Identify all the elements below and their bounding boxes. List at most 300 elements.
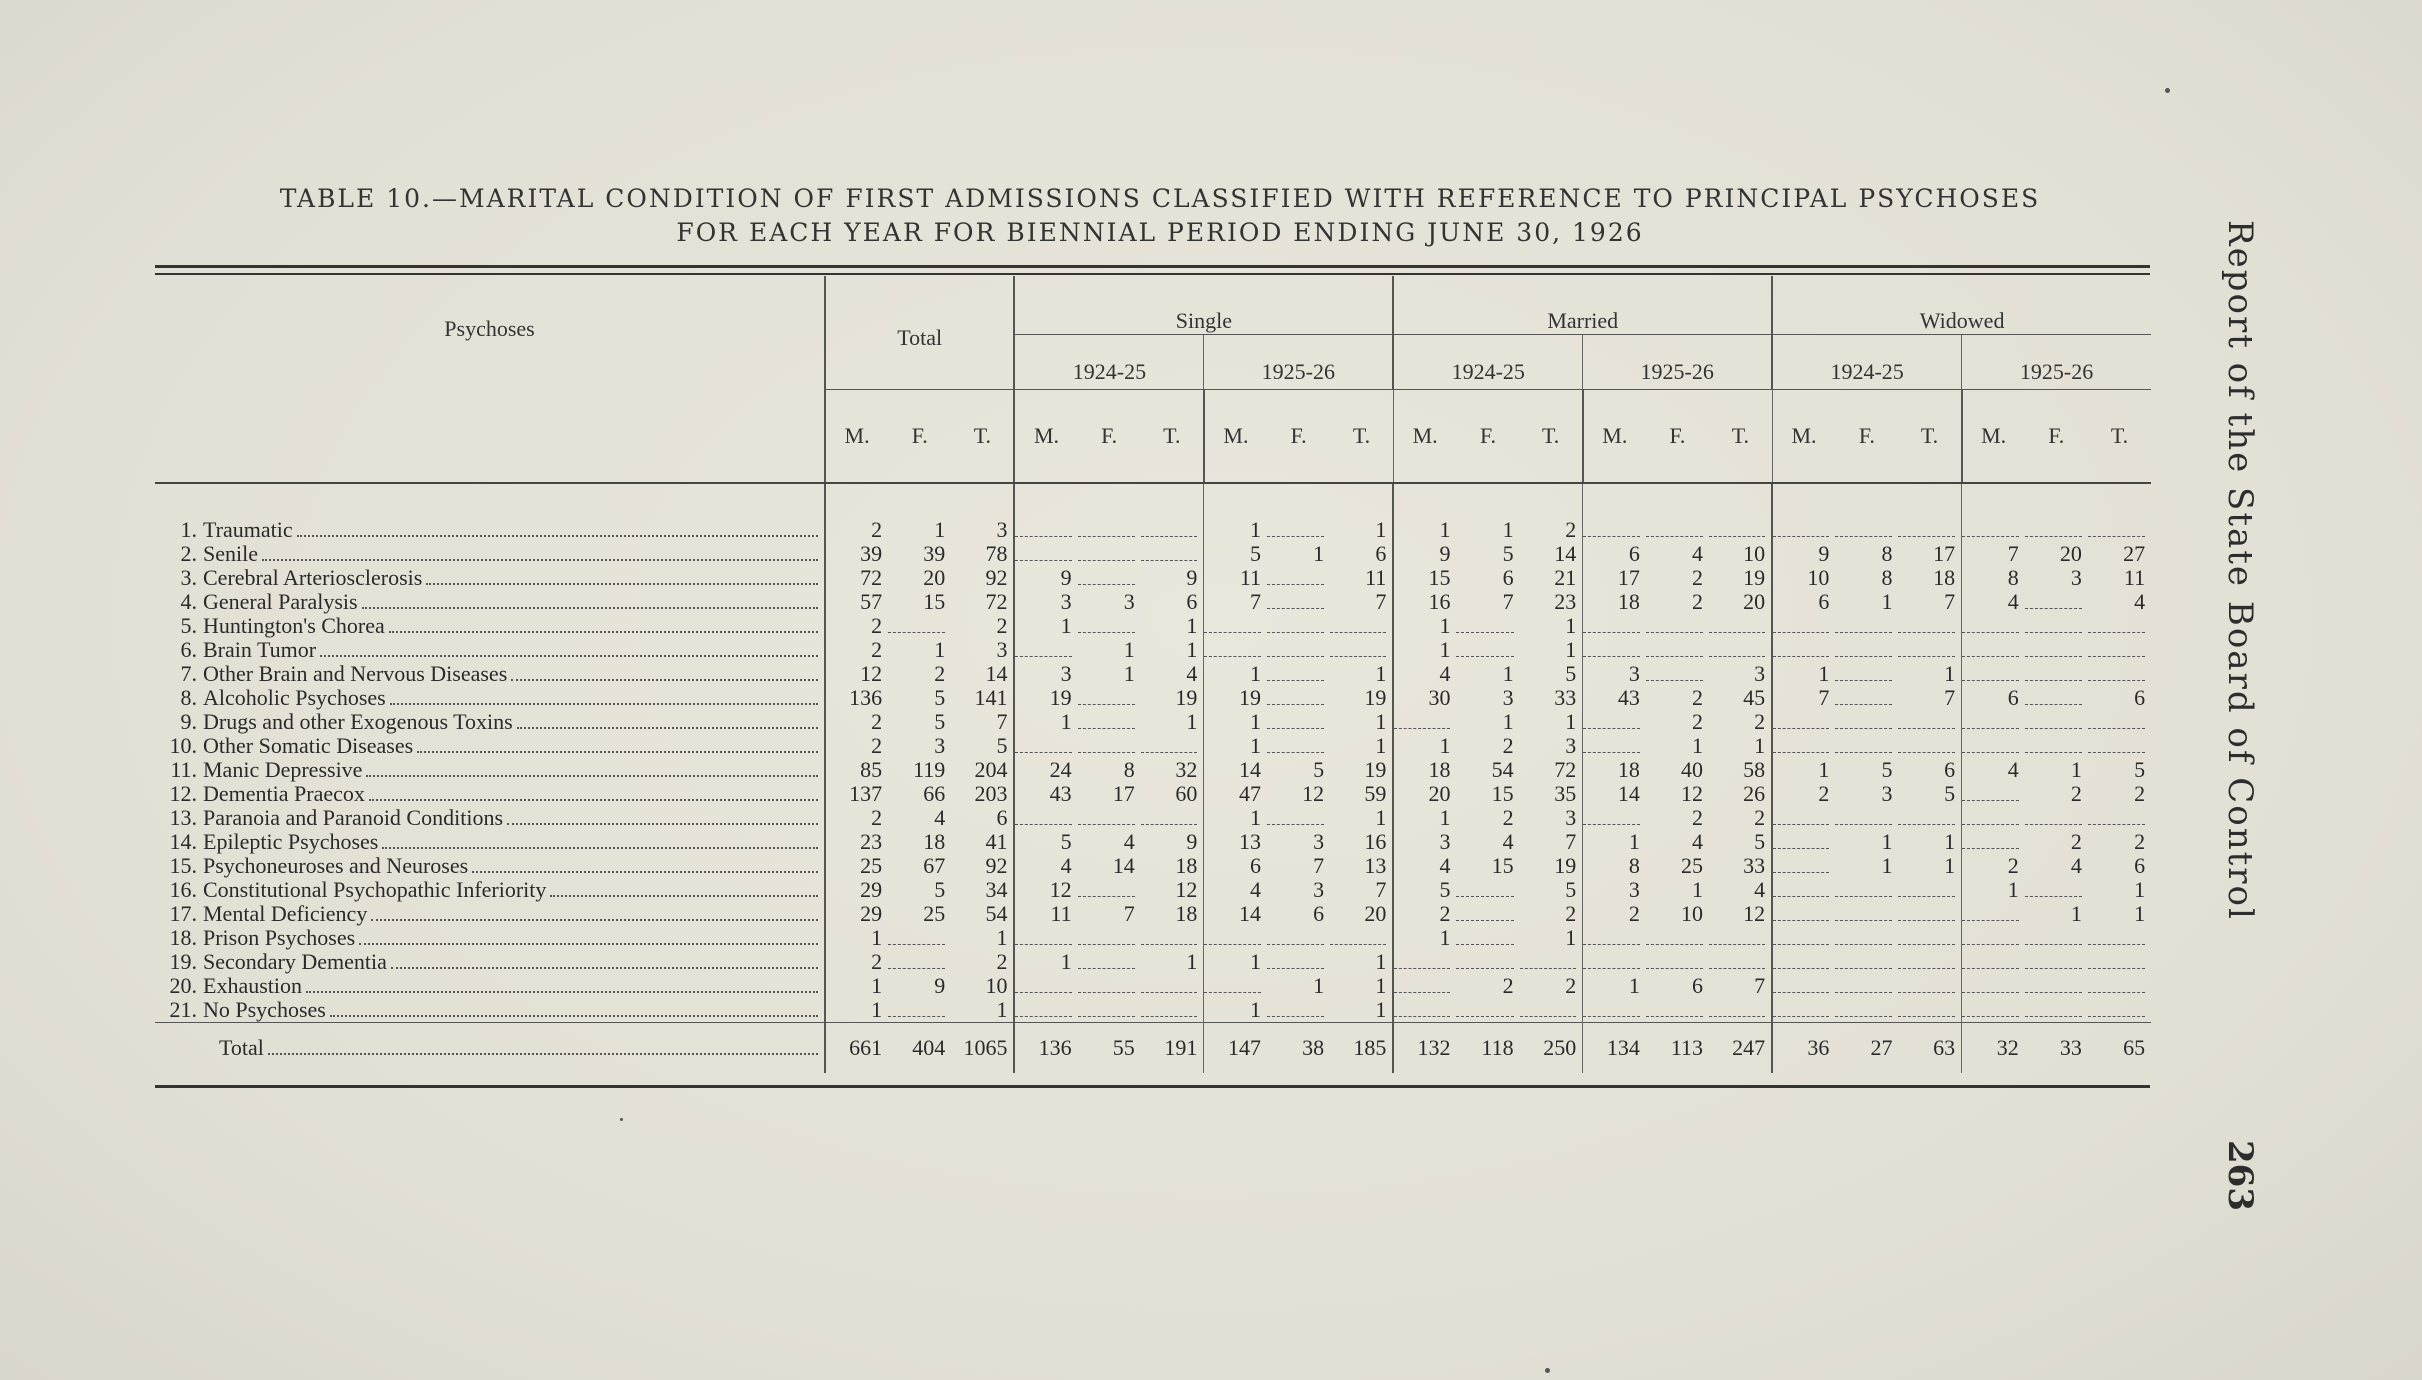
empty-cell <box>1456 950 1519 974</box>
dash-leader <box>1898 644 1955 657</box>
column-header-f: F. <box>2025 390 2088 484</box>
value-cell: 1 <box>1014 710 1077 734</box>
value-cell: 4 <box>1962 758 2025 782</box>
value-cell: 3 <box>1123 590 1135 614</box>
dash-leader <box>1773 620 1829 633</box>
value-cell: 3 <box>934 734 946 758</box>
dash-leader <box>1267 932 1324 945</box>
dash-leader <box>2088 716 2145 729</box>
row-label <box>155 758 825 782</box>
value-cell: 5 <box>1565 662 1577 686</box>
value-cell: 2 <box>1754 806 1766 830</box>
empty-cell <box>1646 926 1709 950</box>
dash-leader <box>1204 620 1261 633</box>
empty-cell <box>1772 998 1835 1023</box>
value-cell: 40 <box>1681 758 1704 782</box>
dash-leader <box>888 620 945 633</box>
empty-cell <box>1456 614 1519 638</box>
row-label <box>155 542 825 566</box>
empty-cell <box>1772 518 1835 542</box>
value-cell: 14 <box>1204 902 1267 926</box>
empty-cell <box>1835 734 1898 758</box>
dash-leader <box>1898 740 1955 753</box>
value-cell: 5 <box>1393 878 1456 902</box>
value-cell: 32 <box>1962 1023 2025 1074</box>
value-cell: 3 <box>1014 662 1077 686</box>
empty-cell <box>1898 974 1961 998</box>
value-cell: 1 <box>1772 662 1835 686</box>
value-cell: 20 <box>1743 590 1766 614</box>
dash-leader <box>1962 524 2019 537</box>
dash-leader <box>2025 980 2082 993</box>
value-cell: 19 <box>1175 686 1198 710</box>
dash-leader <box>1583 956 1640 969</box>
dash-leader <box>1456 620 1513 633</box>
dash-leader <box>1583 812 1640 825</box>
value-cell: 7 <box>996 710 1008 734</box>
dash-leader <box>1394 716 1450 729</box>
dash-leader <box>1078 572 1135 585</box>
value-cell: 65 <box>2088 1023 2151 1074</box>
dash-leader <box>1835 524 1892 537</box>
value-cell: 3 <box>2070 566 2082 590</box>
dash-leader <box>1015 980 1071 993</box>
value-cell: 11 <box>2123 566 2146 590</box>
dash-leader <box>1962 620 2019 633</box>
paper-speck <box>1545 1368 1550 1373</box>
dash-leader <box>1015 644 1071 657</box>
value-cell: 1 <box>825 998 888 1023</box>
value-cell: 39 <box>825 542 888 566</box>
psychosis-name: Brain Tumor <box>203 638 317 662</box>
value-cell: 2 <box>1692 710 1704 734</box>
value-cell: 1 <box>1944 830 1956 854</box>
dash-leader <box>1015 524 1071 537</box>
dash-leader <box>1141 548 1198 561</box>
value-cell: 7 <box>1313 854 1325 878</box>
empty-cell <box>1835 806 1898 830</box>
column-header-t: T. <box>1520 390 1583 484</box>
value-cell: 2 <box>1692 590 1704 614</box>
row-number: 13. <box>169 806 197 830</box>
value-cell: 118 <box>1456 1023 1519 1074</box>
row-label <box>155 806 825 830</box>
value-cell: 11 <box>1365 566 1387 590</box>
value-cell: 1 <box>1204 734 1267 758</box>
empty-cell <box>1835 974 1898 998</box>
value-cell: 41 <box>985 830 1008 854</box>
value-cell: 1 <box>1375 950 1387 974</box>
empty-cell <box>1709 518 1772 542</box>
empty-cell <box>2088 926 2151 950</box>
value-cell: 92 <box>985 566 1008 590</box>
value-cell: 18 <box>1583 590 1646 614</box>
table-row <box>155 782 2151 806</box>
empty-cell <box>2025 590 2088 614</box>
value-cell: 2 <box>1565 974 1577 998</box>
value-cell: 3 <box>1881 782 1893 806</box>
value-cell: 30 <box>1393 686 1456 710</box>
value-cell: 2 <box>1583 902 1646 926</box>
value-cell: 67 <box>923 854 946 878</box>
row-label <box>155 518 825 542</box>
value-cell: 9 <box>1186 566 1198 590</box>
single-year-1925-26: 1925-26 <box>1204 335 1393 390</box>
dash-leader <box>1898 620 1955 633</box>
dash-leader <box>1898 908 1955 921</box>
dash-leader <box>1267 596 1324 609</box>
value-cell: 5 <box>1881 758 1893 782</box>
table-row <box>155 542 2151 566</box>
dash-leader <box>1583 716 1640 729</box>
dash-leader <box>1835 932 1892 945</box>
dash-leader <box>2025 668 2082 681</box>
psychosis-name: Alcoholic Psychoses <box>203 686 386 710</box>
dash-leader <box>1962 1004 2019 1017</box>
single-year-1924-25: 1924-25 <box>1014 335 1203 390</box>
dash-leader <box>1330 620 1386 633</box>
value-cell: 147 <box>1204 1023 1267 1074</box>
top-rule-thin <box>155 273 2150 275</box>
table-row <box>155 806 2151 830</box>
dash-leader <box>1646 644 1703 657</box>
value-cell: 1 <box>1375 974 1387 998</box>
value-cell: 8 <box>1962 566 2025 590</box>
empty-cell <box>1898 998 1961 1023</box>
empty-cell <box>2025 806 2088 830</box>
value-cell: 1 <box>1186 710 1198 734</box>
empty-cell <box>1014 518 1077 542</box>
value-cell: 10 <box>1681 902 1704 926</box>
value-cell: 19 <box>1204 686 1267 710</box>
empty-cell <box>1141 926 1204 950</box>
row-number: 5. <box>180 614 197 638</box>
value-cell: 1 <box>1204 710 1267 734</box>
psychosis-name: Dementia Praecox <box>203 782 365 806</box>
empty-cell <box>1962 974 2025 998</box>
value-cell: 1 <box>1375 998 1387 1023</box>
value-cell: 2 <box>825 806 888 830</box>
dot-leader <box>550 894 818 897</box>
total-row <box>155 1023 2151 1074</box>
dash-leader <box>1583 620 1640 633</box>
empty-cell <box>1772 638 1835 662</box>
row-number: 16. <box>169 878 197 902</box>
column-header-t: T. <box>1709 390 1772 484</box>
psychosis-name: Other Somatic Diseases <box>203 734 414 758</box>
empty-cell <box>1646 638 1709 662</box>
empty-cell <box>2088 710 2151 734</box>
value-cell: 10 <box>1772 566 1835 590</box>
value-cell: 136 <box>825 686 888 710</box>
dot-leader <box>369 798 818 801</box>
row-number: 7. <box>180 662 197 686</box>
dash-leader <box>2088 524 2145 537</box>
dot-leader <box>472 870 818 873</box>
table-row <box>155 998 2151 1023</box>
value-cell: 6 <box>1204 854 1267 878</box>
dash-leader <box>1962 956 2019 969</box>
table-row <box>155 758 2151 782</box>
value-cell: 78 <box>985 542 1008 566</box>
empty-cell <box>1204 926 1267 950</box>
value-cell: 11 <box>1014 902 1077 926</box>
value-cell: 2 <box>825 614 888 638</box>
value-cell: 1 <box>1204 950 1267 974</box>
value-cell: 15 <box>1491 782 1514 806</box>
empty-cell <box>2088 518 2151 542</box>
value-cell: 1 <box>1944 662 1956 686</box>
value-cell: 15 <box>923 590 946 614</box>
value-cell: 10 <box>1743 542 1766 566</box>
widowed-year-1925-26: 1925-26 <box>1962 335 2151 390</box>
paper-speck <box>2165 88 2170 93</box>
value-cell: 19 <box>1364 686 1387 710</box>
psychosis-name: Total <box>219 1035 264 1060</box>
row-number: 18. <box>169 926 197 950</box>
empty-cell <box>1898 926 1961 950</box>
value-cell: 3 <box>996 638 1008 662</box>
value-cell: 59 <box>1364 782 1387 806</box>
value-cell: 1 <box>1692 734 1704 758</box>
empty-cell <box>1583 950 1646 974</box>
value-cell: 1 <box>1375 710 1387 734</box>
empty-cell <box>1520 950 1583 974</box>
value-cell: 404 <box>888 1023 951 1074</box>
row-number: 4. <box>180 590 197 614</box>
value-cell: 2 <box>1962 854 2025 878</box>
empty-cell <box>1835 662 1898 686</box>
dash-leader <box>1962 836 2019 849</box>
value-cell: 1 <box>1583 974 1646 998</box>
dash-leader <box>1773 644 1829 657</box>
dash-leader <box>1962 980 2019 993</box>
dash-leader <box>2025 740 2082 753</box>
value-cell: 1 <box>2134 902 2146 926</box>
value-cell: 2 <box>2070 830 2082 854</box>
value-cell: 2 <box>1772 782 1835 806</box>
value-cell: 21 <box>1554 566 1577 590</box>
column-header-f: F. <box>1267 390 1330 484</box>
value-cell: 10 <box>985 974 1008 998</box>
empty-cell <box>1835 926 1898 950</box>
value-cell: 8 <box>1881 566 1893 590</box>
value-cell: 4 <box>1393 854 1456 878</box>
value-cell: 38 <box>1267 1023 1330 1074</box>
dash-leader <box>1646 932 1703 945</box>
empty-cell <box>1393 974 1456 998</box>
empty-cell <box>1962 710 2025 734</box>
value-cell: 1 <box>1204 998 1267 1023</box>
value-cell: 1 <box>1565 638 1577 662</box>
dash-leader <box>1835 644 1892 657</box>
empty-cell <box>1583 638 1646 662</box>
empty-cell <box>1962 830 2025 854</box>
dash-leader <box>1330 644 1386 657</box>
value-cell: 1 <box>1014 950 1077 974</box>
value-cell: 14 <box>1583 782 1646 806</box>
value-cell: 6 <box>1944 758 1956 782</box>
dot-leader <box>362 606 818 609</box>
empty-cell <box>2025 614 2088 638</box>
empty-cell <box>1078 710 1141 734</box>
value-cell: 1 <box>1375 662 1387 686</box>
dash-leader <box>1646 956 1703 969</box>
dash-leader <box>1898 956 1955 969</box>
value-cell: 8 <box>1881 542 1893 566</box>
dash-leader <box>1898 1004 1955 1017</box>
dash-leader <box>2025 596 2082 609</box>
value-cell: 2 <box>825 710 888 734</box>
empty-cell <box>1772 710 1835 734</box>
empty-cell <box>2025 710 2088 734</box>
dot-leader <box>391 966 818 969</box>
value-cell: 34 <box>985 878 1008 902</box>
value-cell: 16 <box>1393 590 1456 614</box>
dash-leader <box>1456 932 1513 945</box>
dot-leader <box>382 846 818 849</box>
paper-speck <box>620 1118 623 1121</box>
value-cell: 14 <box>1554 542 1577 566</box>
value-cell: 29 <box>825 878 888 902</box>
dot-leader <box>511 678 818 681</box>
value-cell: 5 <box>934 878 946 902</box>
table-row <box>155 518 2151 542</box>
value-cell: 19 <box>1364 758 1387 782</box>
dash-leader <box>1394 980 1450 993</box>
empty-cell <box>1835 614 1898 638</box>
value-cell: 8 <box>1123 758 1135 782</box>
empty-cell <box>2088 638 2151 662</box>
dash-leader <box>1078 716 1135 729</box>
value-cell: 92 <box>985 854 1008 878</box>
value-cell: 6 <box>1772 590 1835 614</box>
psychosis-name: General Paralysis <box>203 590 358 614</box>
empty-cell <box>1646 998 1709 1023</box>
value-cell: 5 <box>1754 830 1766 854</box>
dash-leader <box>888 956 945 969</box>
column-header-f: F. <box>1646 390 1709 484</box>
empty-cell <box>1014 638 1077 662</box>
dash-leader <box>1015 548 1071 561</box>
empty-cell <box>888 614 951 638</box>
dash-leader <box>1773 836 1829 849</box>
dash-leader <box>1078 548 1135 561</box>
value-cell: 18 <box>1393 758 1456 782</box>
empty-cell <box>1898 950 1961 974</box>
empty-cell <box>1267 686 1330 710</box>
row-label <box>155 950 825 974</box>
dash-leader <box>1394 1004 1450 1017</box>
empty-cell <box>1141 518 1204 542</box>
value-cell: 2 <box>1692 686 1704 710</box>
value-cell: 2 <box>1502 974 1514 998</box>
dash-leader <box>1583 1004 1640 1017</box>
value-cell: 2 <box>996 614 1008 638</box>
row-label <box>155 590 825 614</box>
empty-cell <box>1962 950 2025 974</box>
dot-leader <box>262 558 818 561</box>
dot-leader <box>366 774 818 777</box>
value-cell: 19 <box>1743 566 1766 590</box>
value-cell: 1 <box>1186 614 1198 638</box>
dash-leader <box>1015 932 1071 945</box>
empty-cell <box>1141 542 1204 566</box>
value-cell: 23 <box>825 830 888 854</box>
value-cell: 3 <box>1583 662 1646 686</box>
value-cell: 1 <box>1375 806 1387 830</box>
dash-leader <box>1646 1004 1703 1017</box>
empty-cell <box>1898 710 1961 734</box>
dash-leader <box>2025 524 2082 537</box>
value-cell: 25 <box>825 854 888 878</box>
value-cell: 5 <box>1502 542 1514 566</box>
dot-leader <box>389 630 818 633</box>
dash-leader <box>1394 956 1450 969</box>
empty-cell <box>1898 806 1961 830</box>
dash-leader <box>1898 716 1955 729</box>
value-cell: 1 <box>1393 926 1456 950</box>
empty-cell <box>1962 926 2025 950</box>
value-cell: 132 <box>1393 1023 1456 1074</box>
row-label <box>155 926 825 950</box>
value-cell: 1 <box>1502 662 1514 686</box>
value-cell: 20 <box>923 566 946 590</box>
dash-leader <box>1267 620 1324 633</box>
value-cell: 6 <box>1692 974 1704 998</box>
dash-leader <box>2088 620 2145 633</box>
empty-cell <box>1267 662 1330 686</box>
empty-cell <box>1772 614 1835 638</box>
empty-cell <box>2088 734 2151 758</box>
row-label <box>155 1023 825 1074</box>
table-row <box>155 902 2151 926</box>
value-cell: 2 <box>934 662 946 686</box>
value-cell: 9 <box>1393 542 1456 566</box>
dash-leader <box>2088 1004 2145 1017</box>
empty-cell <box>1962 902 2025 926</box>
dash-leader <box>1709 524 1765 537</box>
table-row <box>155 854 2151 878</box>
empty-cell <box>1772 806 1835 830</box>
row-label <box>155 662 825 686</box>
table-title-line-1: TABLE 10.—MARITAL CONDITION OF FIRST ADMISSIONS CLASSIFIED WITH REFERENCE TO PRINCIPAL PSYCHOSES <box>279 184 2041 213</box>
value-cell: 1 <box>1313 974 1325 998</box>
table-row <box>155 662 2151 686</box>
bottom-rule <box>155 1085 2150 1088</box>
empty-cell <box>2088 662 2151 686</box>
value-cell: 18 <box>1175 902 1198 926</box>
value-cell: 72 <box>1554 758 1577 782</box>
value-cell: 2 <box>1692 806 1704 830</box>
empty-cell <box>1014 806 1077 830</box>
value-cell: 7 <box>1375 590 1387 614</box>
dot-leader <box>297 534 818 537</box>
column-header-f: F. <box>888 390 951 484</box>
dash-leader <box>1962 668 2019 681</box>
value-cell: 16 <box>1364 830 1387 854</box>
empty-cell <box>1267 518 1330 542</box>
psychosis-name: Senile <box>203 542 258 566</box>
dash-leader <box>1583 740 1640 753</box>
value-cell: 33 <box>1743 854 1766 878</box>
value-cell: 54 <box>1491 758 1514 782</box>
value-cell: 203 <box>974 782 1008 806</box>
value-cell: 36 <box>1772 1023 1835 1074</box>
value-cell: 1 <box>1204 662 1267 686</box>
empty-cell <box>1078 950 1141 974</box>
empty-cell <box>1898 902 1961 926</box>
